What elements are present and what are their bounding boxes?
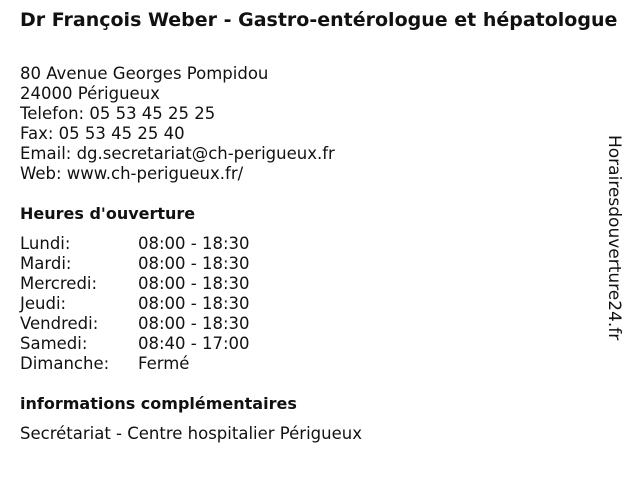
email-address: Email: dg.secretariat@ch-perigueux.fr [20, 144, 335, 163]
hours-day: Mercredi: [20, 274, 98, 293]
phone-number: Telefon: 05 53 45 25 25 [20, 104, 216, 123]
hours-row-friday [20, 314, 250, 334]
hours-day: Lundi: [20, 234, 71, 253]
additional-info-heading: informations complémentaires [20, 394, 297, 413]
hours-row-wednesday [20, 274, 250, 294]
hours-time: 08:00 - 18:30 [138, 274, 250, 293]
hours-row-monday [20, 234, 250, 254]
hours-day: Vendredi: [20, 314, 99, 333]
fax-number: Fax: 05 53 45 25 40 [20, 124, 185, 143]
hours-row-saturday [20, 334, 250, 354]
hours-row-thursday [20, 294, 250, 314]
hours-time: 08:00 - 18:30 [138, 314, 250, 333]
additional-info-text: Secrétariat - Centre hospitalier Périgueux [20, 424, 362, 443]
opening-hours-table [20, 234, 250, 374]
hours-time: 08:00 - 18:30 [138, 254, 250, 273]
hours-day: Dimanche: [20, 354, 110, 373]
hours-row-sunday [20, 354, 250, 374]
hours-time: 08:00 - 18:30 [138, 234, 250, 253]
hours-time: 08:00 - 18:30 [138, 294, 250, 313]
hours-row-tuesday [20, 254, 250, 274]
address-block [20, 64, 335, 184]
hours-time: 08:40 - 17:00 [138, 334, 250, 353]
hours-day: Samedi: [20, 334, 88, 353]
address-city: 24000 Périgueux [20, 84, 160, 103]
hours-day: Mardi: [20, 254, 72, 273]
opening-hours-heading: Heures d'ouverture [20, 204, 196, 223]
hours-time: Fermé [138, 354, 190, 373]
hours-day: Jeudi: [20, 294, 67, 313]
website-address: Web: www.ch-perigueux.fr/ [20, 164, 244, 183]
site-watermark: Horairesdouverture24.fr [604, 135, 624, 341]
address-street: 80 Avenue Georges Pompidou [20, 64, 269, 83]
page-title: Dr François Weber - Gastro-entérologue et hépatologue [20, 9, 618, 31]
